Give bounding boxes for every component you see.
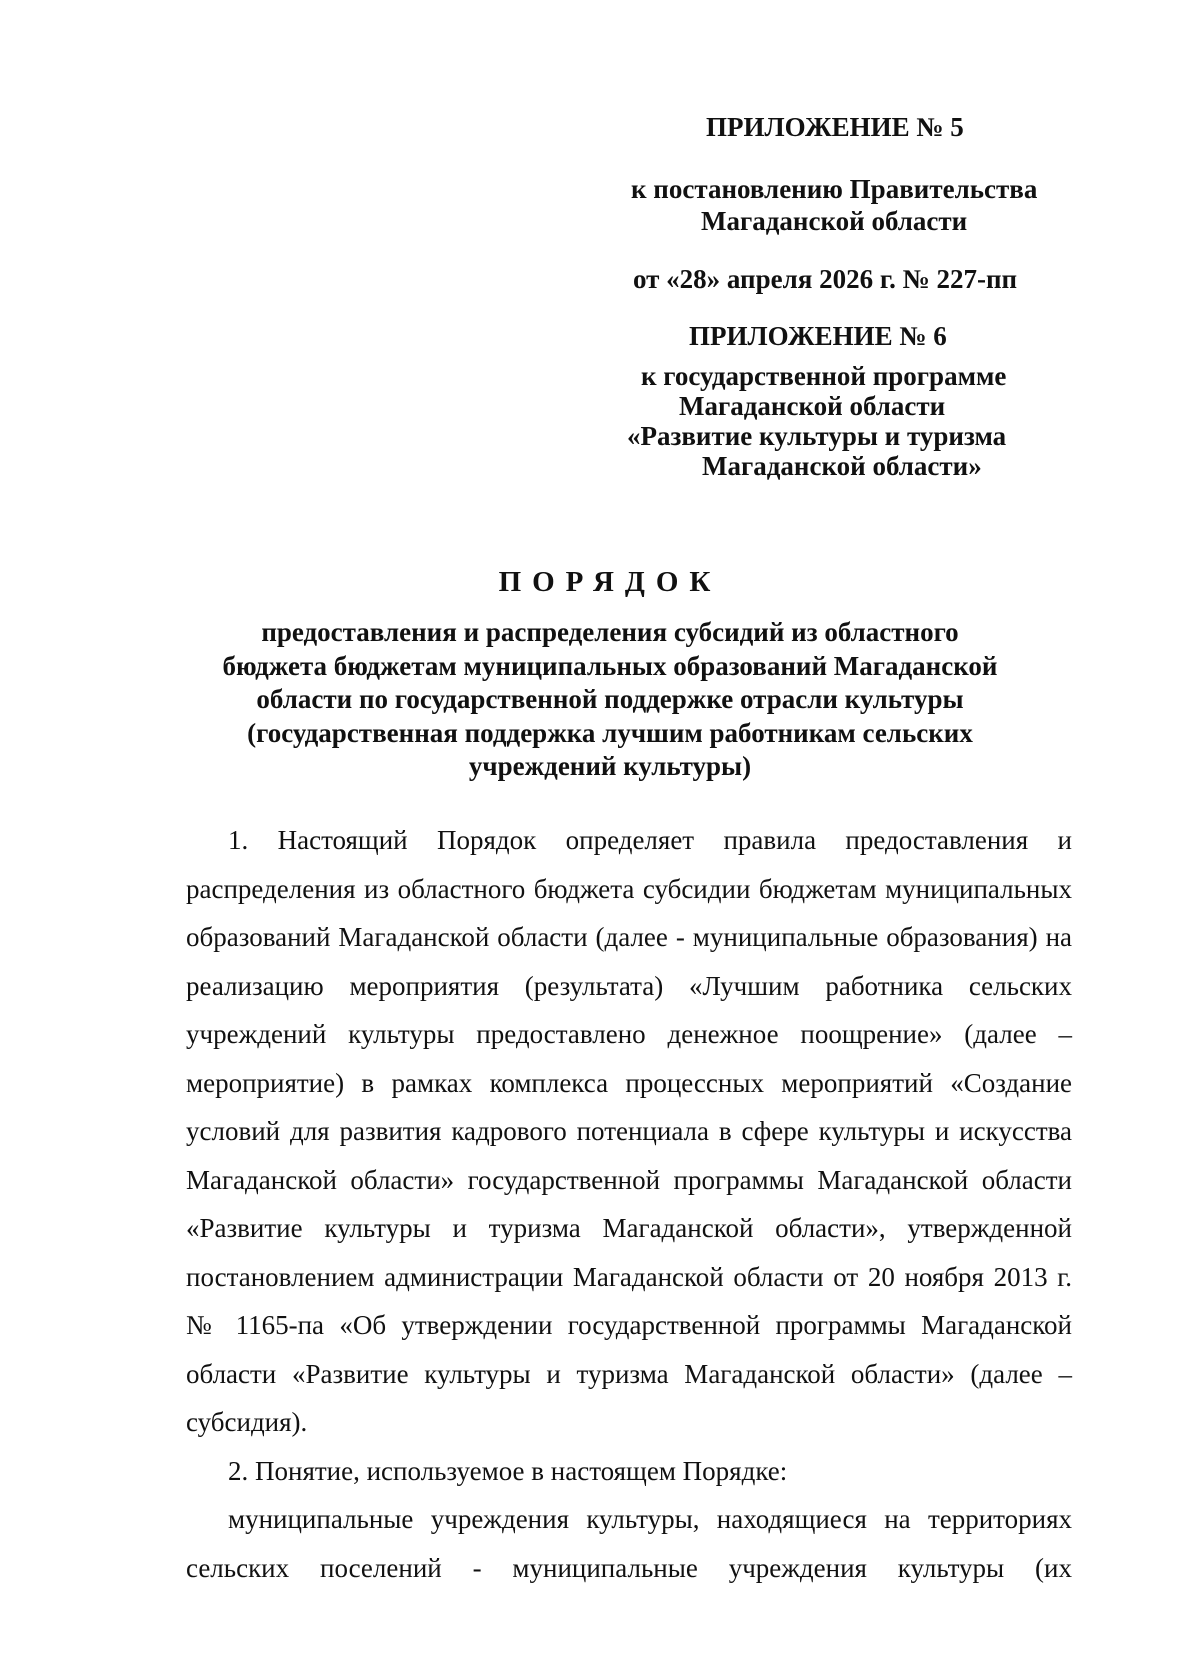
program-reference-line-2: Магаданской области	[679, 391, 946, 421]
decree-reference-line-1: к постановлению Правительства	[631, 174, 1038, 204]
paragraph-definition: муниципальные учреждения культуры, находящиеся на территориях сельских поселений - муниципальные учреждения культуры (их	[186, 1504, 1072, 1583]
paragraph-2: 2. Понятие, используемое в настоящем Порядке:	[228, 1455, 788, 1486]
document-subtitle-line: (государственная поддержка лучшим работникам сельских	[247, 717, 973, 748]
program-reference-line-1: к государственной программе	[641, 361, 1007, 391]
paragraph-1: 1. Настоящий Порядок определяет правила предоставления и распределения из областного бюджета субсидии бюджетам муниципальных образований Магаданской области (далее - муниципальные образования) на реализацию мероприятия (результата) «Лучшим работника сельских учреждений культуры предоставлено денежное поощрение» (далее – мероприятие) в рамках комплекса процессных мероприятий «Создание условий для развития кадрового потенциала в сфере культуры и искусства Магаданской области» государственной программы Магаданской области «Развитие культуры и туризма Магаданской области», утвержденной постановлением администрации Магаданской области от 20 ноября 2013 г. № 1165-па «Об утверждении государственной программы Магаданской области «Развитие культуры и туризма Магаданской области» (далее – субсидия).	[186, 825, 1072, 1437]
decree-date-number: от «28» апреля 2026 г. № 227-пп	[633, 264, 1018, 294]
program-reference-line-4: Магаданской области»	[702, 451, 982, 481]
document-subtitle-line: учреждений культуры)	[468, 751, 752, 781]
program-reference-line-3: «Развитие культуры и туризма	[627, 421, 1007, 451]
document-body	[186, 816, 1072, 1592]
document-heading	[160, 562, 1060, 784]
document-subtitle-line: предоставления и распределения субсидий из областного	[261, 617, 959, 647]
appendix-6-title: ПРИЛОЖЕНИЕ № 6	[689, 321, 947, 351]
decree-reference-line-2: Магаданской области	[701, 206, 968, 236]
document-subtitle-line: области по государственной поддержке отрасли культуры	[256, 684, 964, 714]
appendix-5-title: ПРИЛОЖЕНИЕ № 5	[706, 112, 964, 142]
document-title: ПОРЯДОК	[498, 566, 722, 598]
document-subtitle-line: бюджета бюджетам муниципальных образований Магаданской	[222, 650, 998, 681]
